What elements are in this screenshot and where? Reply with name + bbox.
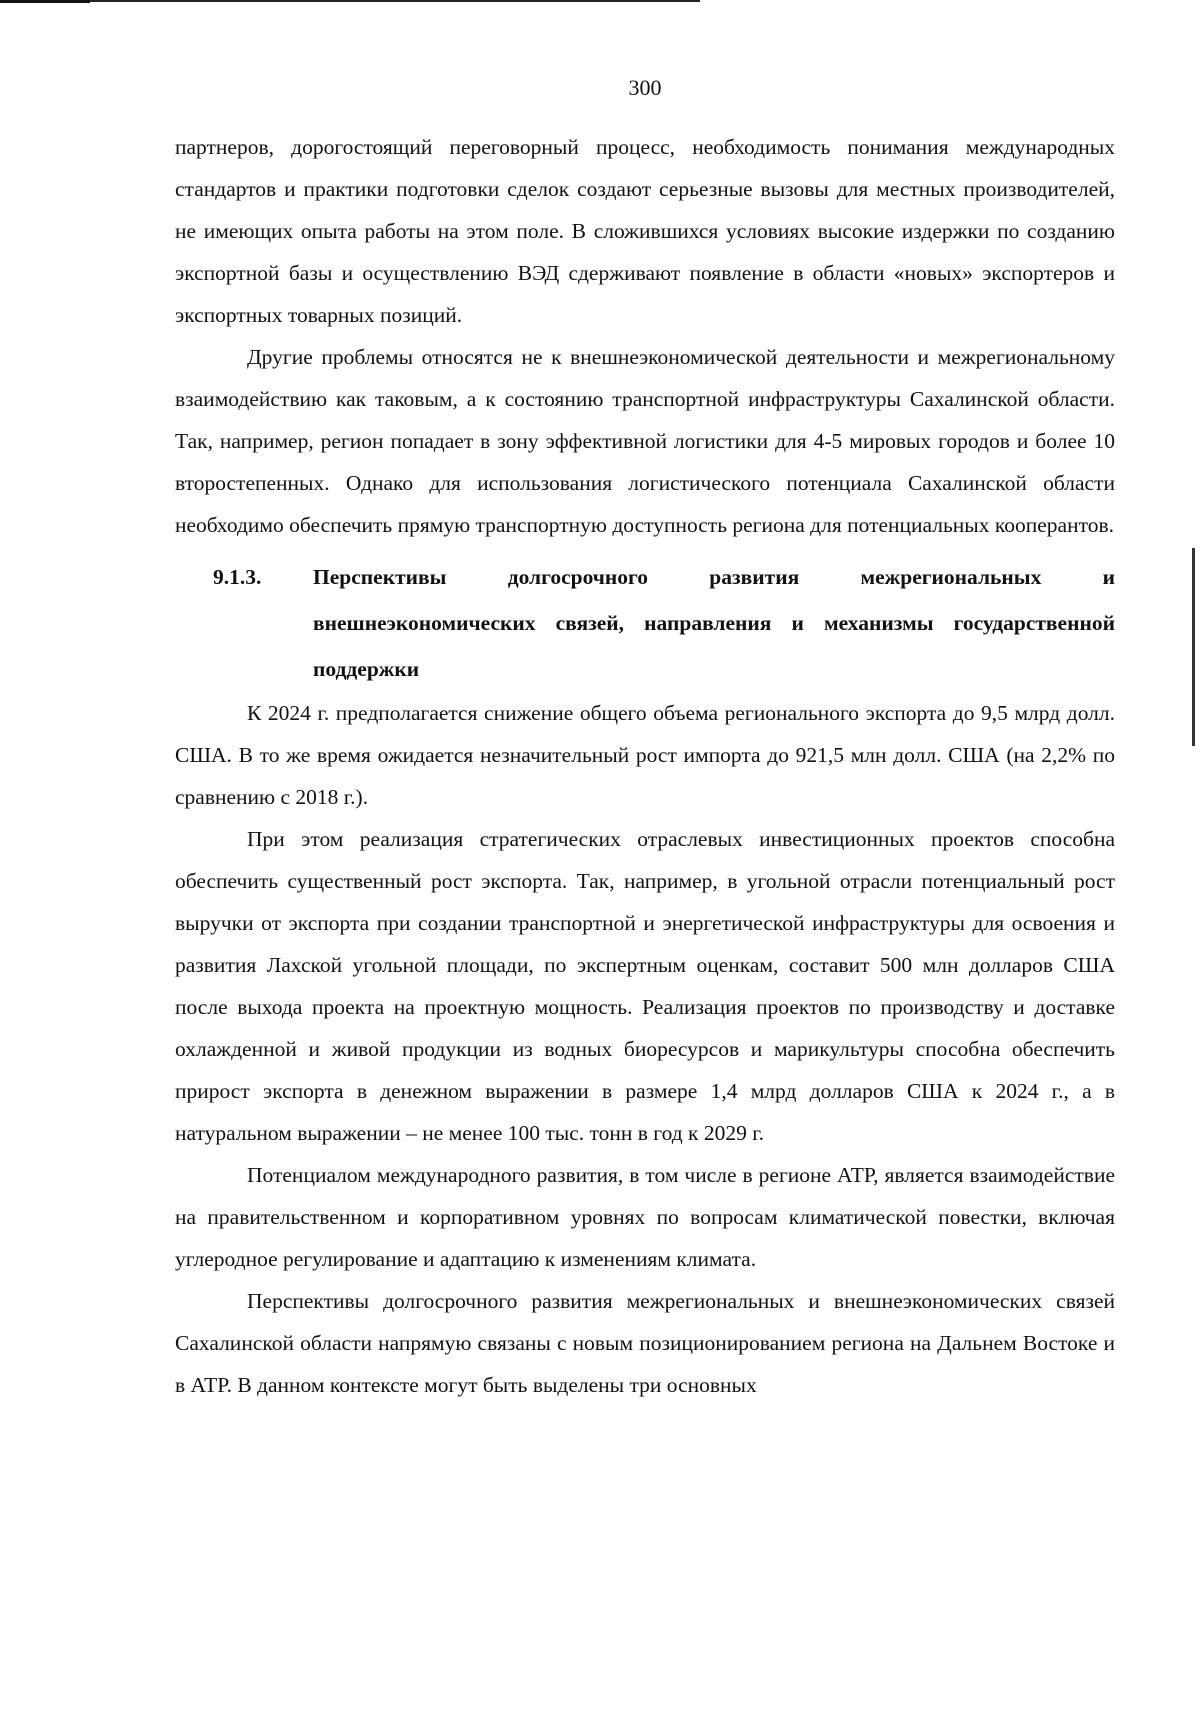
section-title: Перспективы долгосрочного развития межрегиональных и внешнеэкономических связей, направления и механизмы государственной поддержки — [313, 565, 1115, 681]
document-body — [175, 126, 1115, 1406]
section-heading — [175, 554, 1115, 692]
section-number: 9.1.3. — [213, 565, 262, 589]
paragraph: Потенциалом международного развития, в том числе в регионе АТР, является взаимодействие на правительственном и корпоративном уровнях по вопросам климатической повестки, включая углеродное регулирование и адаптацию к изменениям климата. — [175, 1163, 1115, 1271]
page-number: 300 — [628, 75, 662, 100]
paragraph: Другие проблемы относятся не к внешнеэкономической деятельности и межрегиональному взаимодействию как таковым, а к состоянию транспортной инфраструктуры Сахалинской области. Так, например, регион попадает в зону эффективной логистики для 4-5 мировых городов и более 10 второстепенных. Однако для использования логистического потенциала Сахалинской области необходимо обеспечить прямую транспортную доступность региона для потенциальных кооперантов. — [175, 345, 1115, 537]
scan-margin-bar — [1192, 548, 1195, 746]
paragraph: При этом реализация стратегических отраслевых инвестиционных проектов способна обеспечить существенный рост экспорта. Так, например, в угольной отрасли потенциальный рост выручки от экспорта при создании транспортной и энергетической инфраструктуры для освоения и развития Лахской угольной площади, по экспертным оценкам, составит 500 млн долларов США после выхода проекта на проектную мощность. Реализация проектов по производству и доставке охлажденной и живой продукции из водных биоресурсов и марикультуры способна обеспечить прирост экспорта в денежном выражении в размере 1,4 млрд долларов США к 2024 г., а в натуральном выражении – не менее 100 тыс. тонн в год к 2029 г. — [175, 827, 1115, 1145]
scan-edge-mark — [0, 0, 90, 3]
paragraph: К 2024 г. предполагается снижение общего объема регионального экспорта до 9,5 млрд долл. США. В то же время ожидается незначительный рост импорта до 921,5 млн долл. США (на 2,2% по сравнению с 2018 г.). — [175, 701, 1115, 809]
scan-edge-line — [0, 0, 700, 2]
paragraph: Перспективы долгосрочного развития межрегиональных и внешнеэкономических связей Сахалинской области напрямую связаны с новым позиционированием региона на Дальнем Востоке и в АТР. В данном контексте могут быть выделены три основных — [175, 1289, 1115, 1397]
paragraph: партнеров, дорогостоящий переговорный процесс, необходимость понимания международных стандартов и практики подготовки сделок создают серьезные вызовы для местных производителей, не имеющих опыта работы на этом поле. В сложившихся условиях высокие издержки по созданию экспортной базы и осуществлению ВЭД сдерживают появление в области «новых» экспортеров и экспортных товарных позиций. — [175, 135, 1115, 327]
